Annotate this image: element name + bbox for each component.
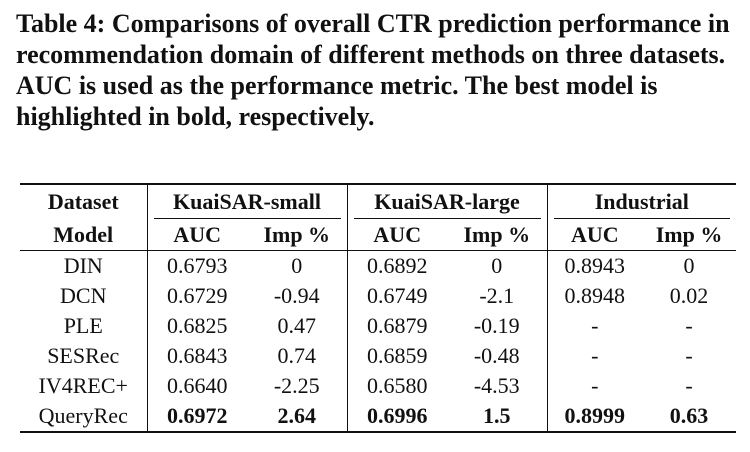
table-body [20, 251, 736, 433]
value-cell: -0.48 [447, 341, 547, 371]
model-cell: IV4REC+ [20, 371, 147, 401]
value-cell: 0 [447, 251, 547, 282]
value-cell: - [685, 373, 693, 398]
table-header-row-metrics [20, 219, 736, 251]
table-row-best [20, 401, 736, 432]
value-cell: 0.6843 [167, 343, 228, 368]
value-cell: -2.25 [247, 371, 347, 401]
value-cell: 0 [683, 253, 695, 278]
value-cell-best: 0.6996 [347, 401, 447, 432]
value-cell-best: 0.6972 [147, 401, 247, 432]
dataset-header: Dataset [20, 184, 147, 219]
metric-header: Imp % [447, 219, 547, 251]
value-cell: 0.8948 [564, 283, 626, 308]
group-header-kuaisar-small: KuaiSAR-small [147, 184, 347, 219]
value-cell: - [685, 313, 693, 338]
results-table-container [20, 183, 736, 433]
value-cell: 0.6640 [167, 373, 228, 398]
value-cell: 0.8943 [564, 253, 626, 278]
model-cell: SESRec [20, 341, 147, 371]
value-cell-best: 2.64 [247, 401, 347, 432]
metric-header: AUC [147, 219, 247, 251]
value-cell: -0.19 [447, 311, 547, 341]
value-cell-best: 0.8999 [547, 401, 642, 432]
results-table [20, 183, 736, 433]
model-header: Model [20, 219, 147, 251]
group-header-kuaisar-large: KuaiSAR-large [347, 184, 547, 219]
value-cell: 0.6729 [167, 283, 228, 308]
metric-header: Imp % [247, 219, 347, 251]
value-cell: 0.6825 [167, 313, 228, 338]
table-row [20, 311, 736, 341]
value-cell: -2.1 [447, 281, 547, 311]
model-cell: DCN [20, 281, 147, 311]
table-caption: Table 4: Comparisons of overall CTR prediction performance in recommendation domain of different methods on three datasets. AUC is used as the performance metric. The best model is highlighted in bold, respectively. [16, 9, 730, 131]
metric-header: Imp % [642, 219, 736, 251]
table-row [20, 371, 736, 401]
value-cell: - [685, 343, 693, 368]
value-cell: 0.74 [247, 341, 347, 371]
group-header-industrial: Industrial [547, 184, 736, 219]
value-cell: 0.02 [669, 283, 709, 308]
model-cell: PLE [20, 311, 147, 341]
value-cell: 0.6580 [367, 373, 428, 398]
value-cell: 0.6793 [167, 253, 228, 278]
value-cell-best: 0.63 [642, 401, 736, 432]
value-cell: - [591, 313, 599, 338]
table-header-row-groups [20, 184, 736, 219]
model-cell: DIN [20, 251, 147, 282]
table-row [20, 251, 736, 282]
value-cell: 0.6749 [367, 283, 428, 308]
model-cell: QueryRec [20, 401, 147, 432]
value-cell-best: 1.5 [447, 401, 547, 432]
value-cell: - [591, 343, 599, 368]
value-cell: - [591, 373, 599, 398]
table-row [20, 341, 736, 371]
table-row [20, 281, 736, 311]
value-cell: 0.6892 [367, 253, 428, 278]
value-cell: 0.6879 [367, 313, 428, 338]
value-cell: 0.47 [247, 311, 347, 341]
metric-header: AUC [347, 219, 447, 251]
value-cell: 0.6859 [367, 343, 428, 368]
metric-header: AUC [547, 219, 642, 251]
value-cell: -4.53 [447, 371, 547, 401]
value-cell: 0 [247, 251, 347, 282]
value-cell: -0.94 [247, 281, 347, 311]
